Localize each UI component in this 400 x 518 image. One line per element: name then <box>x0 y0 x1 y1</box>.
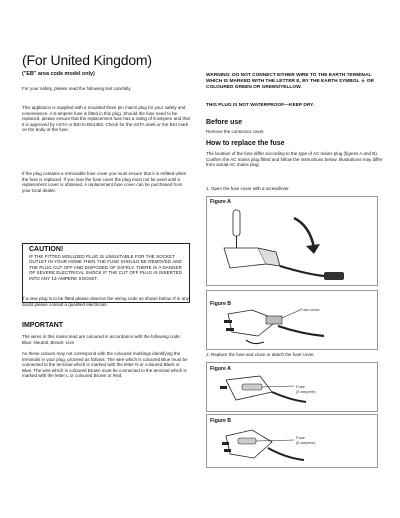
figure-a2-label: Figure A <box>210 366 231 372</box>
before-use-text: Remove the connector cover. <box>206 129 265 134</box>
fuse-label-2: Fuse <box>296 435 305 440</box>
step-1-text: 1. Open the fuse cover with a screwdriver. <box>206 186 290 191</box>
before-use-heading: Before use <box>206 119 243 126</box>
figure-b-illustration <box>206 290 378 350</box>
caution-box <box>22 243 190 303</box>
fuse-cover-text: If the plug contains a removable fuse cover you must ensure that it is refitted when the fuse is replaced. If you lose the fuse cover the plug must not be used until a replacement cover is obtained. A replacement fuse cover can be purchased from your local dealer. <box>22 171 187 193</box>
figure-b2-illustration <box>206 414 378 468</box>
figure-a-illustration <box>206 196 378 286</box>
not-waterproof-text: THIS PLUG IS NOT WATERPROOF—KEEP DRY. <box>206 103 315 108</box>
page-subtitle: ("EB" area code model only) <box>22 71 95 77</box>
replace-fuse-heading: How to replace the fuse <box>206 140 285 147</box>
figure-b-label: Figure B <box>210 301 232 307</box>
warning-text: WARNING: DO NOT CONNECT EITHER WIRE TO THE EARTH TERMINAL WHICH IS MARKED WITH THE LETTER E, BY THE EARTH SYMBOL ⏚ OR COLOURED GREEN OR GREEN/YELLOW. <box>206 73 374 90</box>
replace-fuse-text: The location of the fuse differ according to the type of AC mains plug (figures A and B). Confirm the AC mains plug fitted and follow the instructions below. Illustrations may differ from actual AC mains plug. <box>206 151 383 168</box>
fuse-cover-label: Fuse cover <box>300 307 320 312</box>
wiring-note-text: If a new plug is to be fitted please observe the wiring code as shown below. If in any doubt please consult a qualified electrician. <box>22 296 189 307</box>
important-heading: IMPORTANT <box>22 322 64 329</box>
figure-a-label: Figure A <box>210 199 231 205</box>
caution-body: IF THE FITTED MOULDED PLUG IS UNSUITABLE FOR THE SOCKET OUTLET IN YOUR HOME THEN THE FUSE SHOULD BE REMOVED AND THE PLUG CUT OFF AND DISPOSED OF SAFELY. THERE IS A DANGER OF SEVERE ELECTRICAL SHOCK IF THE CUT OFF PLUG IS INSERTED INTO ANY 13-AMPERE SOCKET. <box>29 254 182 281</box>
intro-text: For your safety, please read the following text carefully. <box>22 86 132 91</box>
page-title: (For United Kingdom) <box>22 52 152 68</box>
fuse-info-text: This appliance is supplied with a moulded three pin mains plug for your safety and convenience. A 5-ampere fuse is fitted in this plug. Should the fuse need to be replaced, please ensure that the replacement fuse has a rating of 5-ampere and that it is approved by ASTA or BSI to BS1362. Check for the ASTA mark or the BSI mark on the body of the fuse. <box>22 105 190 133</box>
wire-instructions-text: As these colours may not correspond with the coloured markings identifying the terminals in your plug, proceed as follows: The wire which is coloured Blue must be connected to the terminal which is marked with the letter N or coloured Black or Blue. The wire which is coloured Brown must be connected to the terminal which is marked with the letter L or coloured Brown or Red. <box>22 351 188 379</box>
fuse-rating-label-2: (5 ampere) <box>296 440 316 445</box>
figure-b2-label: Figure B <box>210 418 232 424</box>
figure-a2-illustration <box>206 362 378 412</box>
wire-code-text: The wires in this mains lead are coloured in accordance with the following code: Blue: Neutral, Brown: Live <box>22 334 181 345</box>
caution-title: CAUTION! <box>29 246 64 253</box>
fuse-rating-label: (5 ampere) <box>296 389 316 394</box>
fuse-label: Fuse <box>296 384 305 389</box>
step-2-text: 2. Replace the fuse and close or attach the fuse cover. <box>206 352 315 357</box>
